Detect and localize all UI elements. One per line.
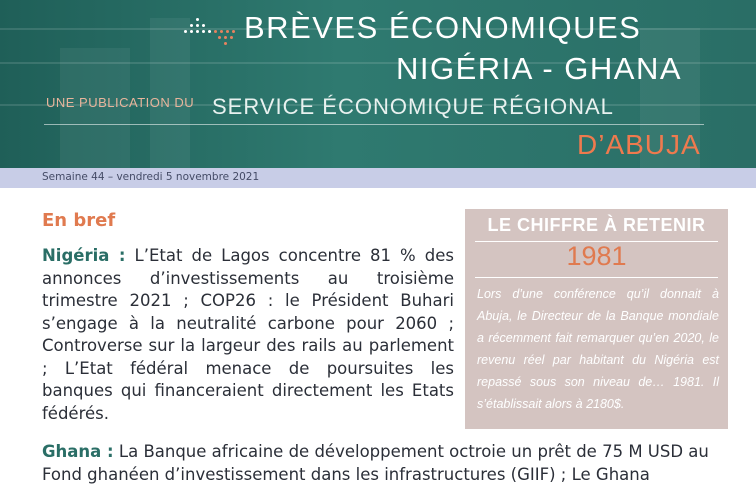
issue-date: Semaine 44 – vendredi 5 novembre 2021	[42, 171, 260, 183]
ghana-paragraph	[42, 441, 742, 486]
title-line-2: NIGÉRIA - GHANA	[396, 51, 683, 86]
section-title: En bref	[42, 210, 116, 231]
key-figure-title: LE CHIFFRE À RETENIR	[487, 215, 706, 235]
header-banner	[0, 0, 756, 168]
publication-divider	[44, 124, 704, 125]
key-figure-value: 1981	[566, 241, 627, 271]
publication-prefix: UNE PUBLICATION DU	[46, 95, 195, 110]
logo-dots-icon	[182, 18, 238, 44]
key-figure-text: Lors d’une conférence qu’il donnait à Abuja, le Directeur de la Banque mondiale a récemment fait remarquer qu’en 2020, le revenu réel par habitant du Nigéria est repassé sous son niveau de… 1981. Il s’établissait alors à 2180$.	[477, 287, 719, 411]
key-figure-rule-bottom	[475, 277, 718, 278]
publication-city: D’ABUJA	[577, 129, 701, 160]
publication-service: SERVICE ÉCONOMIQUE RÉGIONAL	[212, 94, 614, 119]
nigeria-paragraph	[42, 245, 454, 425]
ghana-text: La Banque africaine de développement octroie un prêt de 75 M USD au Fond ghanéen d’investissement dans les infrastructures (GIIF) ; Le Ghana	[42, 442, 709, 484]
nigeria-label: Nigéria :	[42, 246, 126, 265]
title-line-1: BRÈVES ÉCONOMIQUES	[244, 10, 642, 45]
nigeria-text: L’Etat de Lagos concentre 81 % des annonces d’investissements au troisième trimestre 2021 ; COP26 : le Président Buhari s’engage à la neutralité carbone pour 2060 ; Controverse sur la largeur des rails au parlement ; L’Etat fédéral menace de poursuites les banques qui financeraient directement les Etats fédérés.	[42, 246, 454, 423]
date-bar	[0, 168, 756, 188]
ghana-label: Ghana :	[42, 442, 114, 461]
